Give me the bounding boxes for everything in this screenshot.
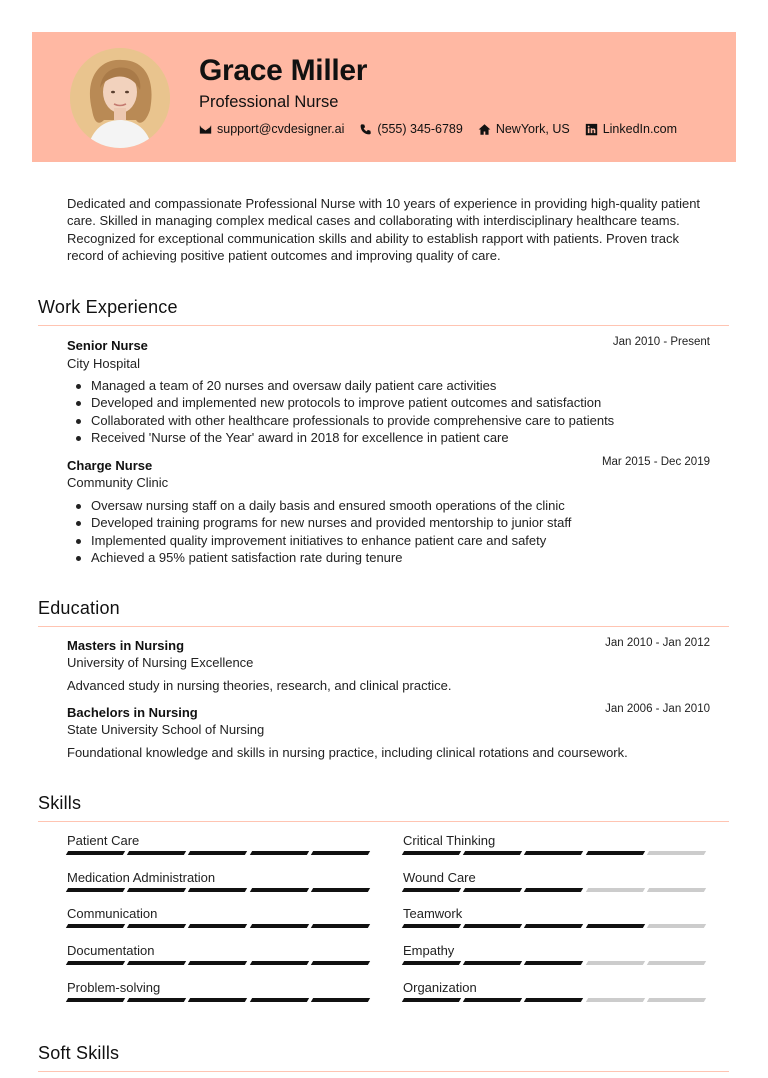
school-name: State University School of Nursing <box>67 722 265 737</box>
skill-level-segment <box>311 961 371 965</box>
skill-level-segment <box>463 998 523 1002</box>
list-item: Managed a team of 20 nurses and oversaw daily patient care activities <box>91 377 614 394</box>
skill-item <box>67 833 373 855</box>
skill-level-segment <box>402 998 462 1002</box>
phone-text: (555) 345-6789 <box>377 122 463 136</box>
skill-level-bar <box>403 998 709 1002</box>
contact-list <box>199 122 692 136</box>
skill-level-segment <box>249 851 309 855</box>
skill-name: Wound Care <box>403 869 476 885</box>
degree-title: Masters in Nursing <box>67 638 185 653</box>
skill-level-segment <box>524 961 584 965</box>
skill-level-segment <box>585 998 645 1002</box>
list-item: Achieved a 95% patient satisfaction rate during tenure <box>91 549 571 566</box>
location-text: NewYork, US <box>495 122 570 136</box>
email-text: support@cvdesigner.ai <box>217 122 345 136</box>
linkedin-icon <box>585 123 598 136</box>
skill-level-segment <box>127 998 187 1002</box>
degree-description: Advanced study in nursing theories, research, and clinical practice. <box>67 678 452 693</box>
skill-level-segment <box>647 998 707 1002</box>
skill-item <box>67 980 373 1002</box>
skill-level-segment <box>402 924 462 928</box>
skill-level-segment <box>585 851 645 855</box>
contact-location[interactable] <box>478 122 570 136</box>
skill-level-segment <box>66 851 126 855</box>
profile-summary: Dedicated and compassionate Professional Nurse with 10 years of experience in providing high-quality patient care. Skilled in managing complex medical cases and collaborating with interdisciplinary healthcare teams. Recognized for exceptional communication skills and ability to establish rapport with patients. Proven track record of achieving positive patient outcomes and improving quality of care. <box>67 196 701 263</box>
skill-item <box>403 906 709 928</box>
envelope-icon <box>199 123 212 136</box>
skill-item <box>403 980 709 1002</box>
skill-level-bar <box>67 924 373 928</box>
skill-level-segment <box>524 924 584 928</box>
skill-level-segment <box>585 961 645 965</box>
list-item: Developed training programs for new nurses and provided mentorship to junior staff <box>91 515 572 531</box>
skill-level-segment <box>463 851 523 855</box>
list-item: Oversaw nursing staff on a daily basis and ensured smooth operations of the clinic <box>91 497 571 514</box>
skill-level-segment <box>249 998 309 1002</box>
skill-level-segment <box>524 888 584 892</box>
skill-name: Critical Thinking <box>403 833 496 848</box>
skill-level-segment <box>524 998 584 1002</box>
skill-level-segment <box>402 961 462 965</box>
skill-level-segment <box>402 888 462 892</box>
resume-header <box>32 32 736 162</box>
contact-email[interactable] <box>199 122 344 136</box>
skill-level-segment <box>463 961 523 965</box>
skill-level-segment <box>311 851 371 855</box>
school-name: University of Nursing Excellence <box>67 655 254 670</box>
skill-name: Problem-solving <box>67 979 161 995</box>
skill-level-segment <box>402 851 462 855</box>
section-title-education: Education <box>38 598 120 618</box>
skill-name: Patient Care <box>67 833 140 848</box>
job-title: Charge Nurse <box>67 458 153 473</box>
skill-level-bar <box>403 851 709 855</box>
phone-icon <box>359 123 372 136</box>
profile-photo <box>70 48 170 148</box>
job-dates: Mar 2015 - Dec 2019 <box>601 456 710 468</box>
section-title-skills: Skills <box>38 793 82 813</box>
home-icon <box>478 123 491 136</box>
skill-level-bar <box>67 998 373 1002</box>
section-divider <box>38 1071 729 1072</box>
skill-level-segment <box>311 888 371 892</box>
skill-level-bar <box>67 888 373 892</box>
skill-level-segment <box>66 888 126 892</box>
skill-level-segment <box>127 851 187 855</box>
skill-level-bar <box>403 961 709 965</box>
skill-name: Teamwork <box>403 906 463 922</box>
skill-name: Documentation <box>67 943 155 959</box>
list-item: Received 'Nurse of the Year' award in 2018 for excellence in patient care <box>91 429 614 446</box>
skill-item <box>403 870 709 892</box>
skill-level-segment <box>127 924 187 928</box>
job-company: City Hospital <box>67 356 140 371</box>
skill-level-bar <box>403 924 709 928</box>
skill-level-segment <box>647 851 707 855</box>
skill-level-segment <box>647 924 707 928</box>
skill-level-bar <box>67 961 373 965</box>
skill-item <box>403 833 709 855</box>
skill-name: Communication <box>67 906 158 922</box>
skill-item <box>67 906 373 928</box>
degree-dates: Jan 2010 - Jan 2012 <box>605 637 710 649</box>
candidate-name: Grace Miller <box>199 54 368 87</box>
skill-level-bar <box>403 888 709 892</box>
section-title-work: Work Experience <box>38 297 178 317</box>
section-divider <box>38 325 729 326</box>
section-divider <box>38 821 729 822</box>
skill-level-segment <box>66 924 126 928</box>
skill-level-segment <box>188 961 248 965</box>
skill-level-segment <box>66 998 126 1002</box>
contact-linkedin[interactable] <box>585 122 677 136</box>
list-item: Developed and implemented new protocols to improve patient outcomes and satisfaction <box>91 394 614 411</box>
skill-level-segment <box>249 961 309 965</box>
skill-item <box>403 943 709 965</box>
job-bullets <box>91 377 614 446</box>
skill-level-segment <box>585 888 645 892</box>
job-company: Community Clinic <box>67 475 169 490</box>
skill-level-segment <box>249 924 309 928</box>
skill-level-segment <box>524 851 584 855</box>
section-title-soft-skills: Soft Skills <box>38 1043 120 1063</box>
skill-level-segment <box>127 888 187 892</box>
section-divider <box>38 626 729 627</box>
skill-level-segment <box>66 961 126 965</box>
degree-description: Foundational knowledge and skills in nursing practice, including clinical rotations and coursework. <box>67 745 628 760</box>
skill-level-segment <box>311 924 371 928</box>
candidate-title: Professional Nurse <box>199 93 339 111</box>
list-item: Implemented quality improvement initiatives to enhance patient care and safety <box>91 532 571 549</box>
skill-level-segment <box>188 888 248 892</box>
skill-level-segment <box>647 961 707 965</box>
skill-name: Organization <box>403 979 477 995</box>
skill-item <box>67 870 373 892</box>
skill-level-segment <box>249 888 309 892</box>
skill-level-bar <box>67 851 373 855</box>
skill-name: Empathy <box>403 943 455 959</box>
skill-level-segment <box>647 888 707 892</box>
skill-level-segment <box>188 851 248 855</box>
list-item: Collaborated with other healthcare professionals to provide comprehensive care to patients <box>91 412 615 428</box>
skill-level-segment <box>463 924 523 928</box>
skill-level-segment <box>127 961 187 965</box>
linkedin-text: LinkedIn.com <box>602 122 678 136</box>
skill-level-segment <box>311 998 371 1002</box>
job-dates: Jan 2010 - Present <box>612 336 710 348</box>
skill-level-segment <box>463 888 523 892</box>
skill-level-segment <box>585 924 645 928</box>
skill-item <box>67 943 373 965</box>
contact-phone[interactable] <box>359 122 462 136</box>
portrait-image <box>70 48 170 148</box>
degree-dates: Jan 2006 - Jan 2010 <box>605 703 710 715</box>
job-bullets <box>91 497 571 566</box>
skill-name: Medication Administration <box>67 869 216 885</box>
skill-level-segment <box>188 998 248 1002</box>
degree-title: Bachelors in Nursing <box>67 705 198 720</box>
skill-level-segment <box>188 924 248 928</box>
job-title: Senior Nurse <box>67 338 148 353</box>
